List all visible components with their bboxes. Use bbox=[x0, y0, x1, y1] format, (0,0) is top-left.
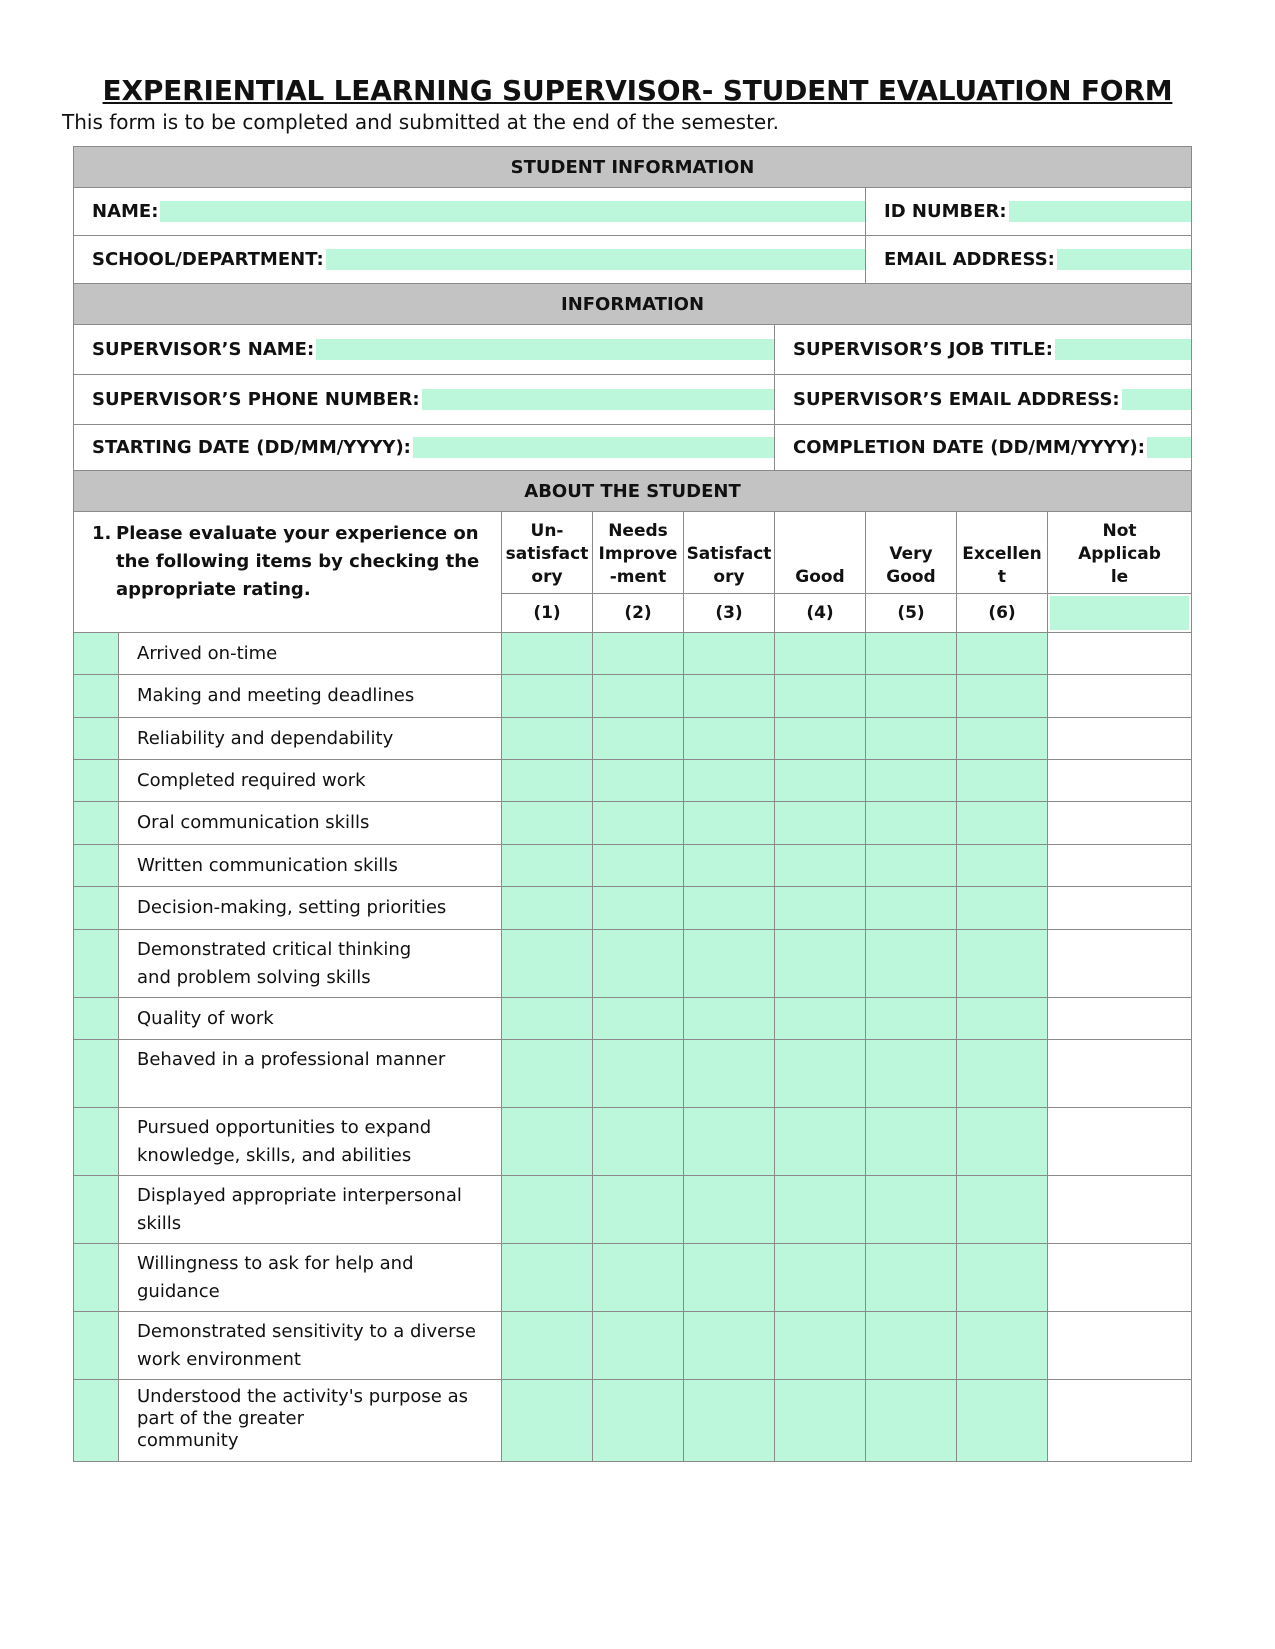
rating-checkbox-6[interactable] bbox=[957, 633, 1048, 675]
item-marker-cell bbox=[74, 998, 119, 1040]
rating-checkbox-3[interactable] bbox=[684, 802, 775, 845]
rating-checkbox-2[interactable] bbox=[593, 633, 684, 675]
rating-column-number: (1) bbox=[502, 594, 593, 633]
item-marker-cell bbox=[74, 802, 119, 845]
rating-item-label: Willingness to ask for help and guidance bbox=[119, 1244, 502, 1312]
rating-checkbox-3[interactable] bbox=[684, 718, 775, 760]
item-marker-cell bbox=[74, 1380, 119, 1462]
rating-checkbox-2[interactable] bbox=[593, 930, 684, 998]
rating-checkbox-not-applicable[interactable] bbox=[1048, 1040, 1192, 1108]
rating-checkbox-1[interactable] bbox=[502, 1108, 593, 1176]
item-marker-cell bbox=[74, 1312, 119, 1380]
rating-checkbox-1[interactable] bbox=[502, 1176, 593, 1244]
supervisor-name-label: SUPERVISOR’S NAME: bbox=[92, 339, 315, 360]
rating-checkbox-5[interactable] bbox=[866, 845, 957, 887]
rating-checkbox-not-applicable[interactable] bbox=[1048, 1244, 1192, 1312]
rating-item-label: Displayed appropriate interpersonal skills bbox=[119, 1176, 502, 1244]
rating-column-number: (6) bbox=[957, 594, 1048, 633]
rating-checkbox-4[interactable] bbox=[775, 998, 866, 1040]
item-marker-cell bbox=[74, 930, 119, 998]
rating-checkbox-not-applicable[interactable] bbox=[1048, 1312, 1192, 1380]
rating-checkbox-2[interactable] bbox=[593, 1108, 684, 1176]
rating-checkbox-2[interactable] bbox=[593, 718, 684, 760]
rating-checkbox-4[interactable] bbox=[775, 1040, 866, 1108]
rating-checkbox-2[interactable] bbox=[593, 1244, 684, 1312]
rating-checkbox-4[interactable] bbox=[775, 887, 866, 930]
rating-checkbox-4[interactable] bbox=[775, 930, 866, 998]
rating-checkbox-6[interactable] bbox=[957, 1244, 1048, 1312]
rating-checkbox-not-applicable[interactable] bbox=[1048, 1176, 1192, 1244]
id-number-field[interactable] bbox=[1009, 201, 1191, 222]
rating-column-header: Satisfact ory bbox=[684, 512, 775, 594]
rating-checkbox-4[interactable] bbox=[775, 718, 866, 760]
rating-checkbox-5[interactable] bbox=[866, 887, 957, 930]
rating-checkbox-not-applicable[interactable] bbox=[1048, 845, 1192, 887]
rating-checkbox-2[interactable] bbox=[593, 845, 684, 887]
rating-checkbox-6[interactable] bbox=[957, 998, 1048, 1040]
question-number: 1. bbox=[92, 523, 112, 544]
rating-checkbox-6[interactable] bbox=[957, 675, 1048, 718]
rating-checkbox-6[interactable] bbox=[957, 887, 1048, 930]
rating-column-header: Very Good bbox=[866, 512, 957, 594]
rating-column-header: Good bbox=[775, 512, 866, 594]
rating-column-number: (3) bbox=[684, 594, 775, 633]
rating-checkbox-1[interactable] bbox=[502, 1380, 593, 1462]
rating-column-header: Needs Improve -ment bbox=[593, 512, 684, 594]
rating-item-row bbox=[74, 998, 1192, 1040]
rating-item-row bbox=[74, 1176, 1192, 1244]
rating-item-label: Understood the activity's purpose as part of the greater community bbox=[119, 1380, 502, 1462]
rating-item-label: Making and meeting deadlines bbox=[119, 675, 502, 718]
rating-item-label: Reliability and dependability bbox=[119, 718, 502, 760]
completion-date-label: COMPLETION DATE (DD/MM/YYYY): bbox=[793, 437, 1145, 458]
item-marker-cell bbox=[74, 845, 119, 887]
rating-item-row bbox=[74, 845, 1192, 887]
rating-item-row bbox=[74, 1108, 1192, 1176]
supervisor-email-label: SUPERVISOR’S EMAIL ADDRESS: bbox=[793, 389, 1120, 410]
rating-checkbox-5[interactable] bbox=[866, 1380, 957, 1462]
rating-column-header: Un- satisfact ory bbox=[502, 512, 593, 594]
rating-checkbox-1[interactable] bbox=[502, 1244, 593, 1312]
item-marker-cell bbox=[74, 675, 119, 718]
rating-checkbox-3[interactable] bbox=[684, 998, 775, 1040]
rating-checkbox-6[interactable] bbox=[957, 1040, 1048, 1108]
rating-column-number bbox=[1048, 594, 1192, 633]
rating-checkbox-3[interactable] bbox=[684, 1040, 775, 1108]
rating-item-row bbox=[74, 1040, 1192, 1108]
rating-checkbox-4[interactable] bbox=[775, 1108, 866, 1176]
rating-checkbox-5[interactable] bbox=[866, 675, 957, 718]
rating-checkbox-5[interactable] bbox=[866, 1176, 957, 1244]
rating-checkbox-not-applicable[interactable] bbox=[1048, 887, 1192, 930]
rating-checkbox-5[interactable] bbox=[866, 802, 957, 845]
rating-checkbox-1[interactable] bbox=[502, 1312, 593, 1380]
rating-checkbox-1[interactable] bbox=[502, 1040, 593, 1108]
rating-checkbox-3[interactable] bbox=[684, 760, 775, 802]
rating-item-row bbox=[74, 1380, 1192, 1462]
supervisor-job-title-label: SUPERVISOR’S JOB TITLE: bbox=[793, 339, 1053, 360]
rating-checkbox-6[interactable] bbox=[957, 1312, 1048, 1380]
rating-checkbox-6[interactable] bbox=[957, 845, 1048, 887]
rating-checkbox-2[interactable] bbox=[593, 1176, 684, 1244]
rating-checkbox-6[interactable] bbox=[957, 1108, 1048, 1176]
rating-checkbox-4[interactable] bbox=[775, 675, 866, 718]
supervisor-job-title-field[interactable] bbox=[1055, 339, 1191, 360]
rating-checkbox-2[interactable] bbox=[593, 675, 684, 718]
rating-checkbox-6[interactable] bbox=[957, 718, 1048, 760]
rating-checkbox-6[interactable] bbox=[957, 930, 1048, 998]
evaluation-form-table bbox=[73, 146, 1192, 1462]
id-number-label: ID NUMBER: bbox=[884, 201, 1007, 222]
form-instructions: This form is to be completed and submitted at the end of the semester. bbox=[62, 110, 779, 134]
supervisor-info-header: INFORMATION bbox=[74, 284, 1192, 325]
rating-checkbox-5[interactable] bbox=[866, 633, 957, 675]
rating-checkbox-3[interactable] bbox=[684, 633, 775, 675]
rating-checkbox-6[interactable] bbox=[957, 802, 1048, 845]
item-marker-cell bbox=[74, 887, 119, 930]
rating-checkbox-6[interactable] bbox=[957, 1176, 1048, 1244]
rating-checkbox-1[interactable] bbox=[502, 675, 593, 718]
rating-item-label: Pursued opportunities to expand knowledge, skills, and abilities bbox=[119, 1108, 502, 1176]
rating-checkbox-5[interactable] bbox=[866, 1108, 957, 1176]
rating-checkbox-6[interactable] bbox=[957, 1380, 1048, 1462]
item-marker-cell bbox=[74, 1176, 119, 1244]
rating-checkbox-2[interactable] bbox=[593, 802, 684, 845]
rating-checkbox-not-applicable[interactable] bbox=[1048, 675, 1192, 718]
starting-date-label: STARTING DATE (DD/MM/YYYY): bbox=[92, 437, 411, 458]
supervisor-email-field[interactable] bbox=[1122, 389, 1191, 410]
rating-item-row bbox=[74, 802, 1192, 845]
rating-checkbox-5[interactable] bbox=[866, 930, 957, 998]
rating-column-number: (2) bbox=[593, 594, 684, 633]
rating-item-label: Written communication skills bbox=[119, 845, 502, 887]
rating-checkbox-1[interactable] bbox=[502, 887, 593, 930]
rating-checkbox-not-applicable[interactable] bbox=[1048, 930, 1192, 998]
rating-column-number: (4) bbox=[775, 594, 866, 633]
rating-checkbox-1[interactable] bbox=[502, 802, 593, 845]
rating-checkbox-2[interactable] bbox=[593, 1040, 684, 1108]
rating-checkbox-2[interactable] bbox=[593, 1312, 684, 1380]
item-marker-cell bbox=[74, 760, 119, 802]
rating-column-header: Not Applicab le bbox=[1048, 512, 1192, 594]
item-marker-cell bbox=[74, 1040, 119, 1108]
question-1 bbox=[74, 512, 502, 633]
rating-item-label: Behaved in a professional manner bbox=[119, 1040, 502, 1108]
rating-checkbox-1[interactable] bbox=[502, 718, 593, 760]
supervisor-name-field[interactable] bbox=[316, 339, 774, 360]
rating-item-row bbox=[74, 930, 1192, 998]
completion-date-field[interactable] bbox=[1147, 437, 1191, 458]
rating-item-label: Quality of work bbox=[119, 998, 502, 1040]
rating-checkbox-3[interactable] bbox=[684, 1312, 775, 1380]
rating-checkbox-5[interactable] bbox=[866, 760, 957, 802]
rating-checkbox-2[interactable] bbox=[593, 760, 684, 802]
name-label: NAME: bbox=[92, 201, 159, 222]
rating-checkbox-4[interactable] bbox=[775, 1244, 866, 1312]
question-text: Please evaluate your experience on the following items by checking the appropriate rating. bbox=[116, 523, 480, 600]
rating-checkbox-2[interactable] bbox=[593, 998, 684, 1040]
rating-checkbox-3[interactable] bbox=[684, 1176, 775, 1244]
rating-item-label: Decision-making, setting priorities bbox=[119, 887, 502, 930]
email-address-label: EMAIL ADDRESS: bbox=[884, 249, 1055, 270]
rating-item-row bbox=[74, 1312, 1192, 1380]
about-student-header: ABOUT THE STUDENT bbox=[74, 471, 1192, 512]
rating-checkbox-5[interactable] bbox=[866, 998, 957, 1040]
rating-checkbox-not-applicable[interactable] bbox=[1048, 1380, 1192, 1462]
rating-item-label: Arrived on-time bbox=[119, 633, 502, 675]
rating-checkbox-1[interactable] bbox=[502, 930, 593, 998]
rating-checkbox-1[interactable] bbox=[502, 845, 593, 887]
rating-checkbox-3[interactable] bbox=[684, 930, 775, 998]
supervisor-phone-field[interactable] bbox=[422, 389, 774, 410]
rating-checkbox-3[interactable] bbox=[684, 887, 775, 930]
rating-checkbox-3[interactable] bbox=[684, 1244, 775, 1312]
rating-checkbox-6[interactable] bbox=[957, 760, 1048, 802]
rating-item-label: Oral communication skills bbox=[119, 802, 502, 845]
rating-item-label: Demonstrated sensitivity to a diverse work environment bbox=[119, 1312, 502, 1380]
rating-checkbox-2[interactable] bbox=[593, 1380, 684, 1462]
email-address-field[interactable] bbox=[1057, 249, 1191, 270]
rating-checkbox-5[interactable] bbox=[866, 1244, 957, 1312]
rating-checkbox-4[interactable] bbox=[775, 802, 866, 845]
item-marker-cell bbox=[74, 718, 119, 760]
supervisor-phone-label: SUPERVISOR’S PHONE NUMBER: bbox=[92, 389, 420, 410]
rating-item-row bbox=[74, 718, 1192, 760]
rating-checkbox-not-applicable[interactable] bbox=[1048, 633, 1192, 675]
rating-checkbox-4[interactable] bbox=[775, 633, 866, 675]
rating-checkbox-not-applicable[interactable] bbox=[1048, 718, 1192, 760]
name-field[interactable] bbox=[160, 201, 865, 222]
rating-checkbox-not-applicable[interactable] bbox=[1048, 1108, 1192, 1176]
item-marker-cell bbox=[74, 633, 119, 675]
rating-checkbox-3[interactable] bbox=[684, 675, 775, 718]
rating-checkbox-3[interactable] bbox=[684, 845, 775, 887]
school-department-field[interactable] bbox=[326, 249, 865, 270]
rating-column-number: (5) bbox=[866, 594, 957, 633]
rating-checkbox-5[interactable] bbox=[866, 1040, 957, 1108]
rating-checkbox-1[interactable] bbox=[502, 633, 593, 675]
form-title: EXPERIENTIAL LEARNING SUPERVISOR- STUDENT EVALUATION FORM bbox=[102, 74, 1173, 107]
item-marker-cell bbox=[74, 1244, 119, 1312]
rating-checkbox-4[interactable] bbox=[775, 845, 866, 887]
school-department-label: SCHOOL/DEPARTMENT: bbox=[92, 249, 324, 270]
item-marker-cell bbox=[74, 1108, 119, 1176]
rating-column-header: Excellen t bbox=[957, 512, 1048, 594]
rating-checkbox-4[interactable] bbox=[775, 1176, 866, 1244]
starting-date-field[interactable] bbox=[413, 437, 774, 458]
rating-checkbox-not-applicable[interactable] bbox=[1048, 802, 1192, 845]
rating-item-row bbox=[74, 675, 1192, 718]
rating-item-row bbox=[74, 887, 1192, 930]
rating-item-label: Demonstrated critical thinking and problem solving skills bbox=[119, 930, 502, 998]
student-info-header: STUDENT INFORMATION bbox=[74, 147, 1192, 188]
rating-checkbox-3[interactable] bbox=[684, 1108, 775, 1176]
rating-item-row bbox=[74, 1244, 1192, 1312]
rating-checkbox-4[interactable] bbox=[775, 1380, 866, 1462]
rating-item-row bbox=[74, 760, 1192, 802]
not-applicable-number-field[interactable] bbox=[1050, 596, 1189, 630]
rating-checkbox-5[interactable] bbox=[866, 718, 957, 760]
rating-checkbox-1[interactable] bbox=[502, 998, 593, 1040]
rating-checkbox-3[interactable] bbox=[684, 1380, 775, 1462]
rating-checkbox-4[interactable] bbox=[775, 1312, 866, 1380]
rating-checkbox-not-applicable[interactable] bbox=[1048, 998, 1192, 1040]
rating-checkbox-5[interactable] bbox=[866, 1312, 957, 1380]
rating-checkbox-2[interactable] bbox=[593, 887, 684, 930]
rating-item-label: Completed required work bbox=[119, 760, 502, 802]
rating-checkbox-not-applicable[interactable] bbox=[1048, 760, 1192, 802]
rating-item-row bbox=[74, 633, 1192, 675]
rating-checkbox-4[interactable] bbox=[775, 760, 866, 802]
rating-checkbox-1[interactable] bbox=[502, 760, 593, 802]
